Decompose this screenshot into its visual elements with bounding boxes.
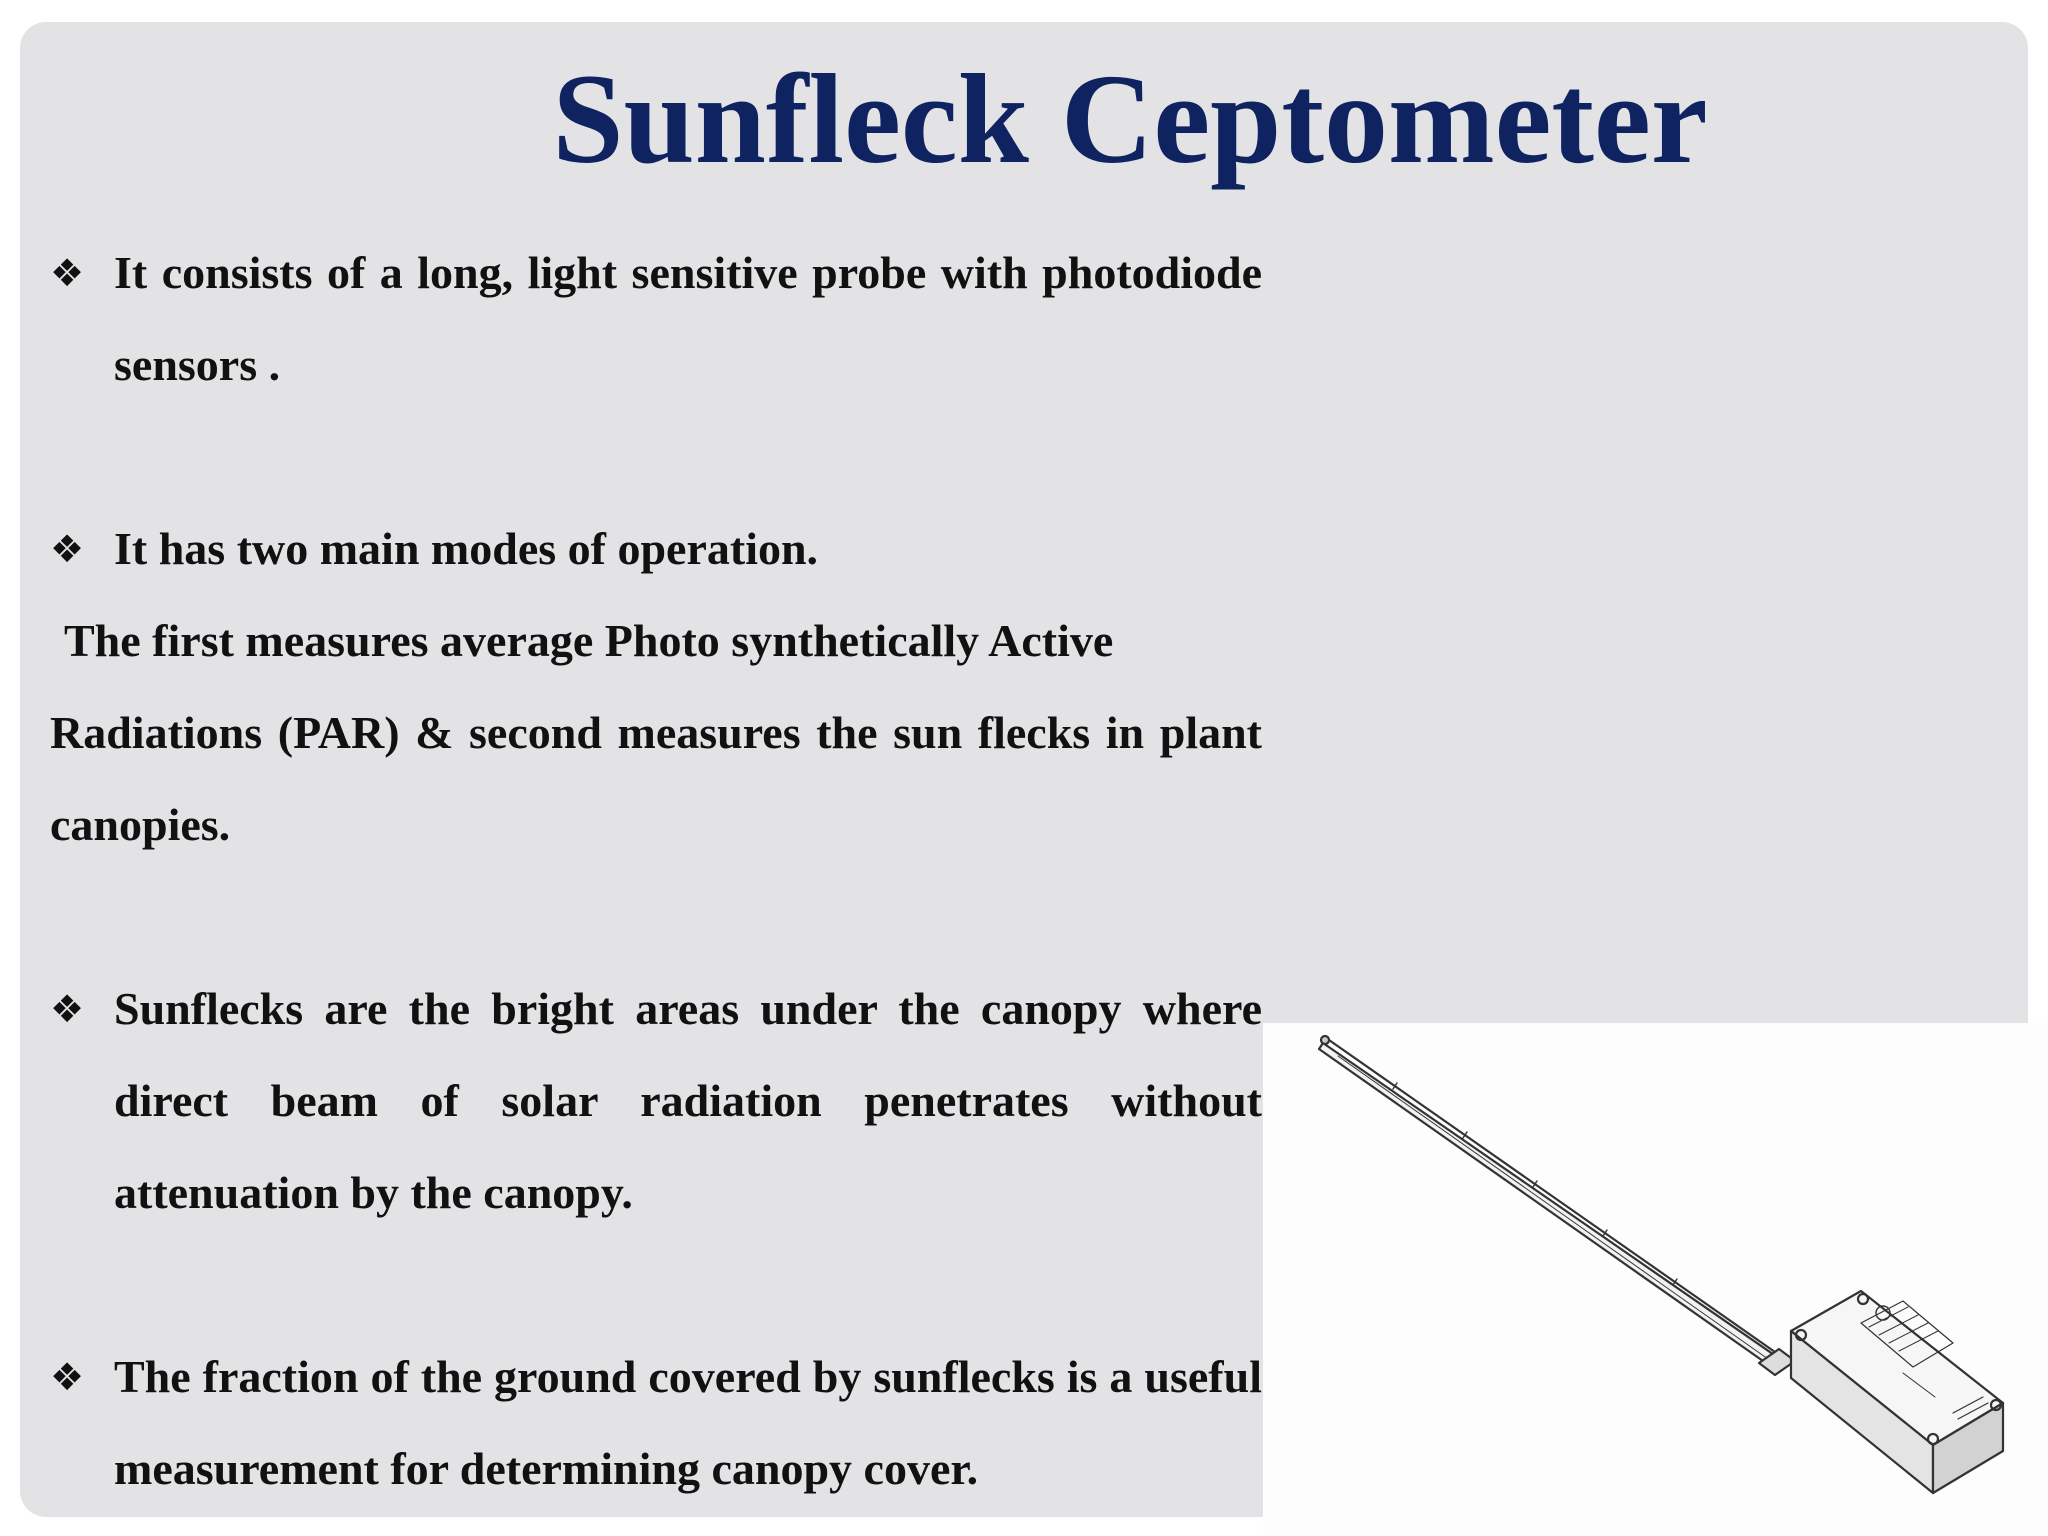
bullet-text: The fraction of the ground covered by sunflecks is a useful measurement for determining canopy cover.: [114, 1351, 1262, 1494]
bullet-text: It consists of a long, light sensitive probe with photodiode sensors .: [114, 247, 1262, 390]
diamond-bullet-icon: ❖: [50, 527, 85, 571]
bullet-probe-description: [50, 227, 1262, 411]
modes-detail-text: Radiations (PAR) & second measures the sun flecks in plant canopies.: [50, 707, 1262, 850]
spacer: [50, 411, 1262, 503]
slide-body: [50, 227, 1262, 1515]
spacer: [50, 871, 1262, 963]
spacer: [50, 1239, 1262, 1331]
ceptometer-probe-icon: [1263, 1023, 2048, 1536]
diamond-bullet-icon: ❖: [50, 987, 85, 1031]
bullet-sunflecks-definition: [50, 963, 1262, 1239]
ceptometer-illustration: [1263, 1023, 2048, 1536]
modes-detail-line: The first measures average Photo synthetically Active: [64, 615, 1114, 666]
bullet-text: It has two main modes of operation.: [114, 523, 819, 574]
diamond-bullet-icon: ❖: [50, 251, 85, 295]
bullet-modes-of-operation: [50, 503, 1262, 595]
bullet-text: Sunflecks are the bright areas under the canopy where direct beam of solar radiation penetrates without attenuation by the canopy.: [114, 983, 1262, 1218]
diamond-bullet-icon: ❖: [50, 1355, 85, 1399]
bullet-canopy-cover: [50, 1331, 1262, 1515]
slide-title: Sunfleck Ceptometer: [552, 48, 1708, 190]
